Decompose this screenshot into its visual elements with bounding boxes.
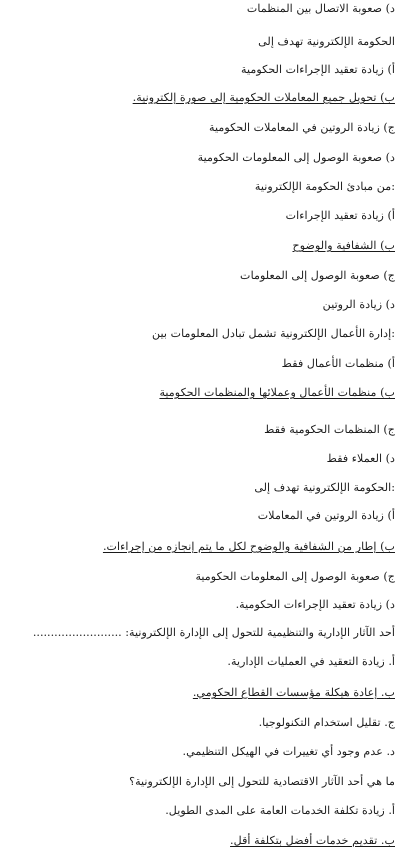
option-line: د. عدم وجود أي تغييرات في الهيكل التنظيمي. xyxy=(182,745,395,758)
correct-answer-line: ب) منظمات الأعمال وعملائها والمنظمات الحكومية xyxy=(159,386,395,399)
option-line: د) صعوبة الوصول إلى المعلومات الحكومية xyxy=(197,151,395,164)
option-line: د) العملاء فقط xyxy=(326,452,395,465)
question-line: :إدارة الأعمال الإلكترونية تشمل تبادل المعلومات بين xyxy=(152,327,395,340)
correct-answer-line: ب) تحويل جميع المعاملات الحكومية إلى صورة إلكترونية. xyxy=(132,91,395,104)
option-line: ج) صعوبة الوصول إلى المعلومات xyxy=(240,269,395,282)
question-line: الحكومة الإلكترونية تهدف إلى xyxy=(258,35,395,48)
question-line: ما هي أحد الآثار الاقتصادية للتحول إلى الإدارة الإلكترونية؟ xyxy=(129,775,395,788)
correct-answer-line: ب) إطار من الشفافية والوضوح لكل ما يتم إنجازه من إجراءات. xyxy=(102,540,395,553)
correct-answer-line: ب. تقديم خدمات أفضل بتكلفة أقل. xyxy=(230,834,395,847)
correct-answer-line: ب) الشفافية والوضوح xyxy=(292,239,395,252)
correct-answer-line: ب. إعادة هيكلة مؤسسات القطاع الحكومي. xyxy=(192,686,395,699)
question-line: :من مبادئ الحكومة الإلكترونية xyxy=(254,180,395,193)
option-line: د) صعوبة الاتصال بين المنظمات xyxy=(246,2,395,15)
option-line: أ) منظمات الأعمال فقط xyxy=(281,357,395,370)
option-line: أ) زيادة تعقيد الإجراءات xyxy=(285,209,395,222)
option-line: أ. زيادة تكلفة الخدمات العامة على المدى الطويل. xyxy=(165,804,395,817)
option-line: ج) صعوبة الوصول إلى المعلومات الحكومية xyxy=(195,570,395,583)
option-line: د) زيادة تعقيد الإجراءات الحكومية. xyxy=(235,598,395,611)
option-line: ج. تقليل استخدام التكنولوجيا. xyxy=(258,716,395,729)
option-line: ج) زيادة الروتين في المعاملات الحكومية xyxy=(209,121,395,134)
question-line: أحد الآثار الإدارية والتنظيمية للتحول إلى الإدارة الإلكترونية: ......................... xyxy=(32,626,395,639)
option-line: ج) المنظمات الحكومية فقط xyxy=(264,423,395,436)
option-line: أ. زيادة التعقيد في العمليات الإدارية. xyxy=(227,655,395,668)
option-line: أ) زيادة تعقيد الإجراءات الحكومية xyxy=(241,63,395,76)
question-line: :الحكومة الإلكترونية تهدف إلى xyxy=(254,481,395,494)
option-line: أ) زيادة الروتين في المعاملات xyxy=(257,509,395,522)
option-line: د) زيادة الروتين xyxy=(322,298,395,311)
